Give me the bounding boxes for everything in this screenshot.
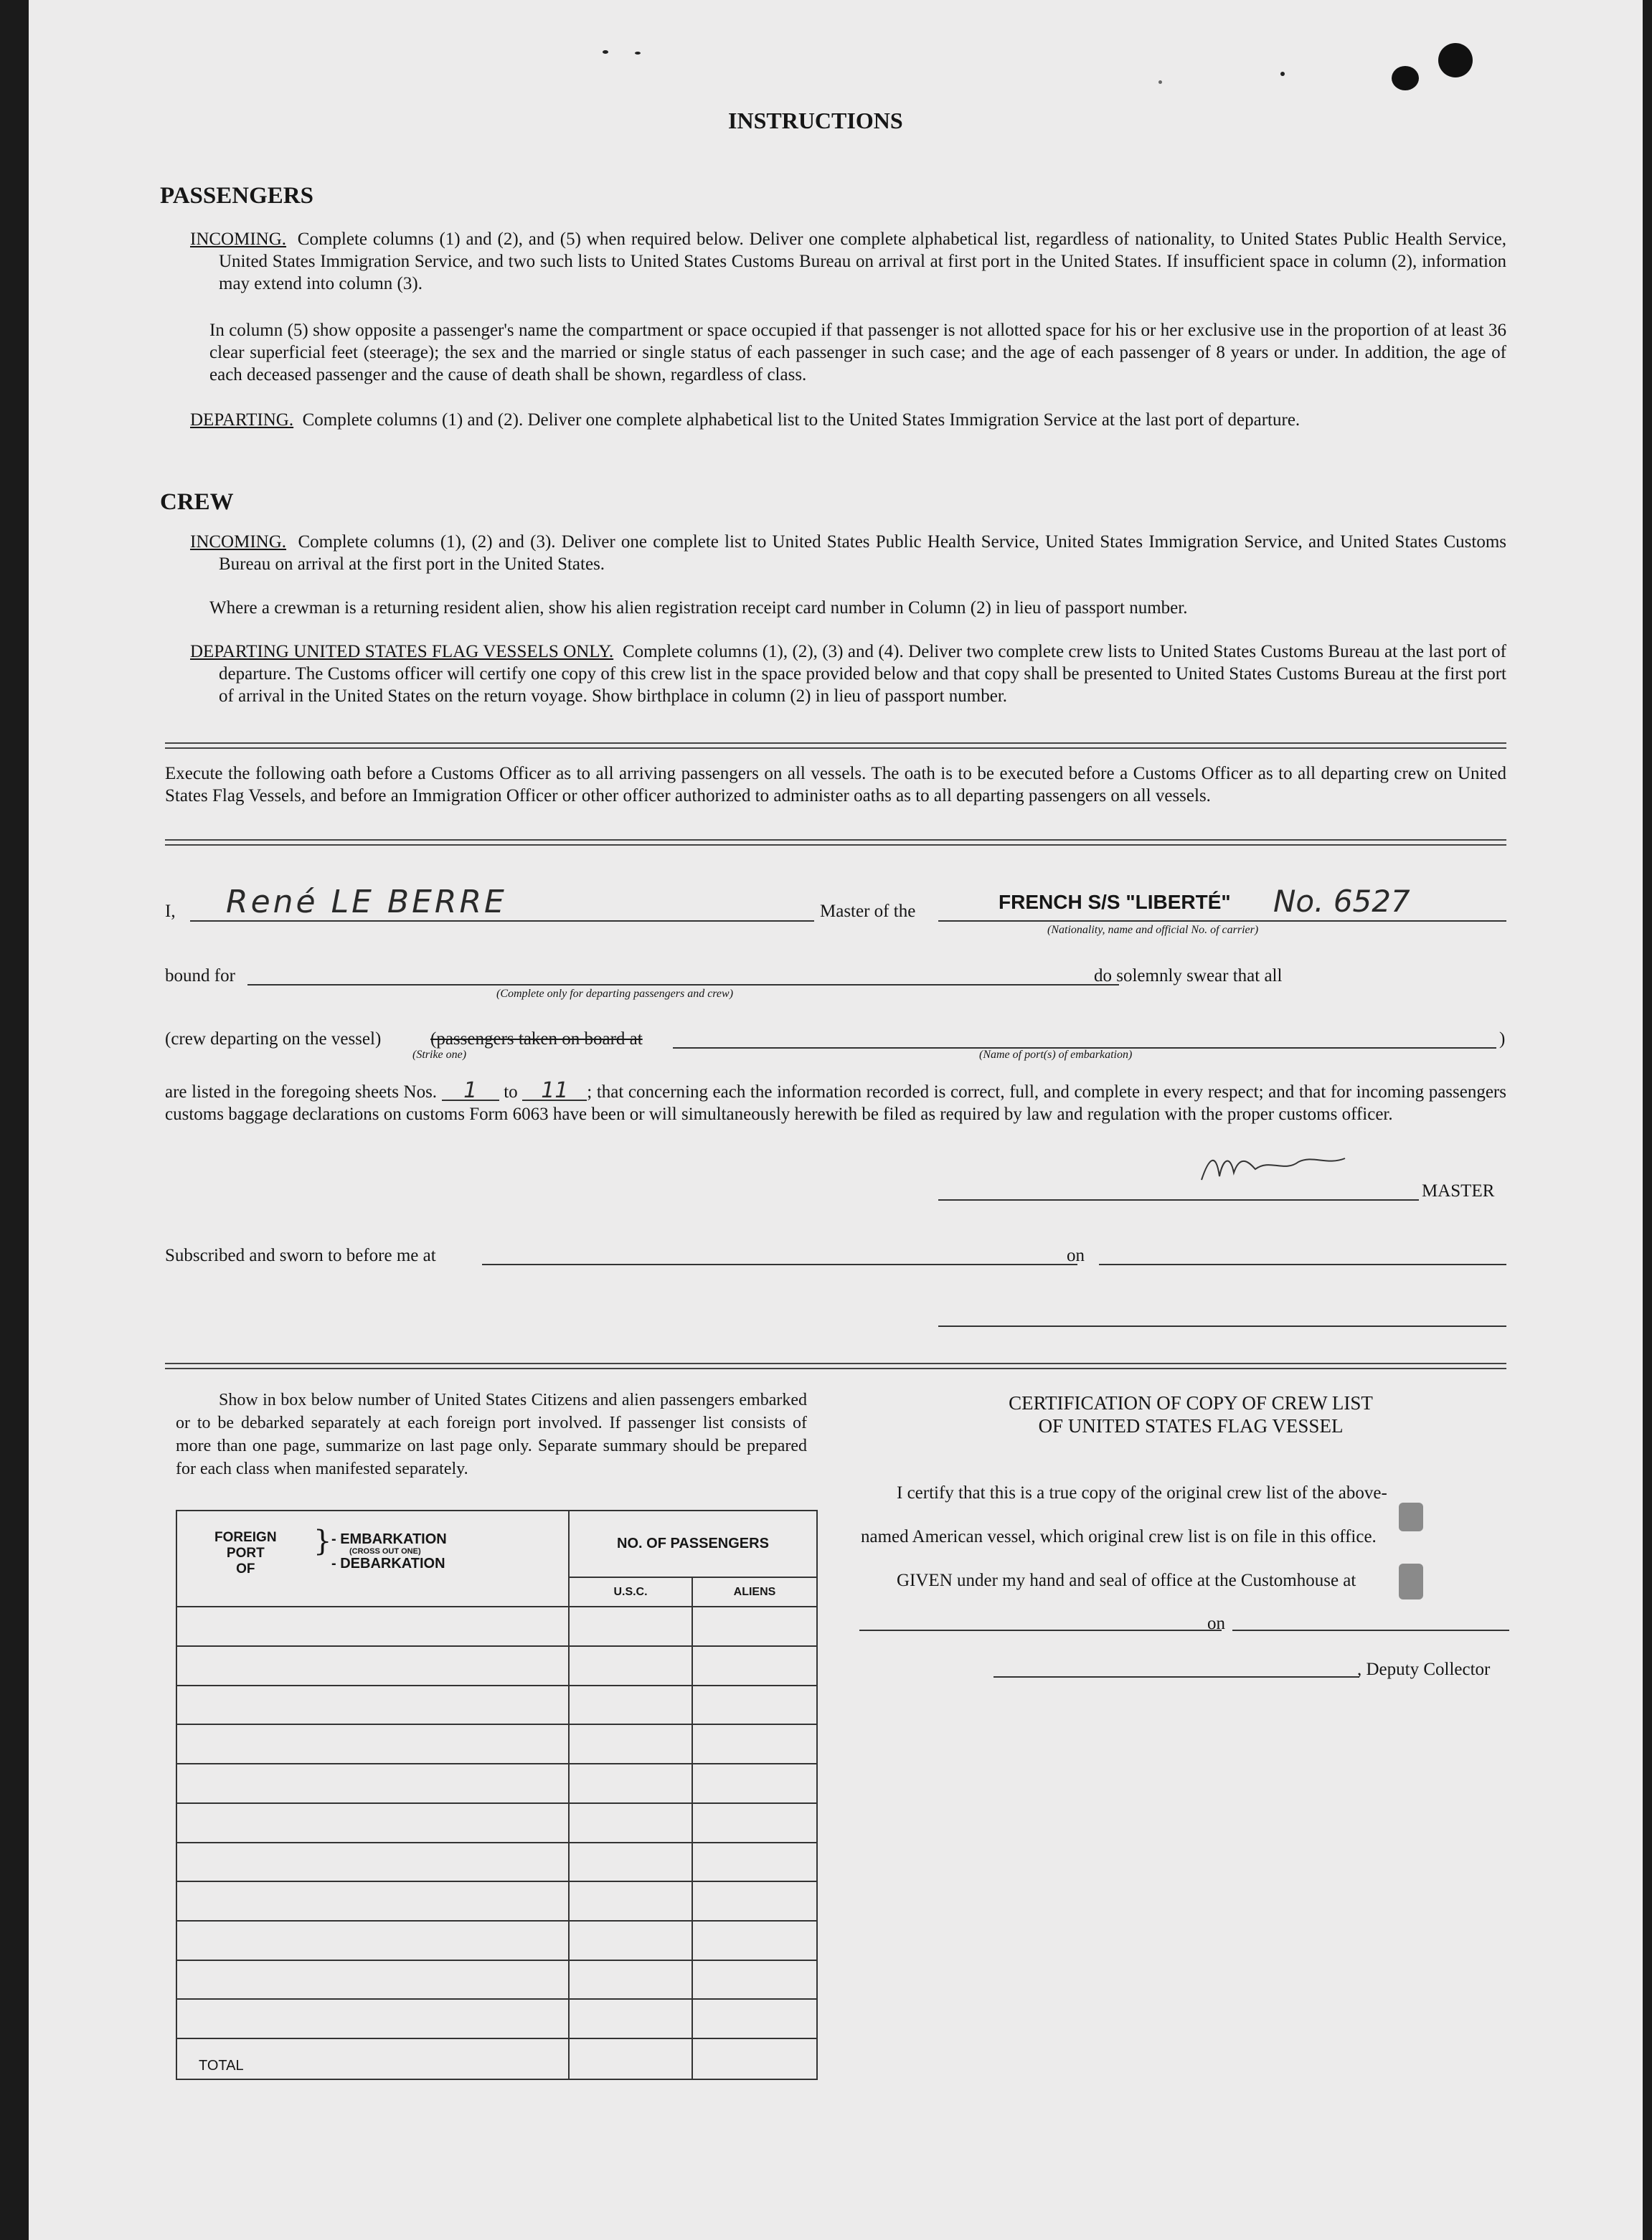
vessel-number-handwritten: No. 6527 <box>1273 884 1410 919</box>
port-cell[interactable] <box>176 1646 569 1686</box>
usc-cell[interactable] <box>569 1686 692 1725</box>
document-page <box>29 0 1643 2240</box>
port-header-l2: PORT <box>226 1546 265 1561</box>
port-header-l3: OF <box>236 1561 255 1577</box>
subscribed-location-line[interactable] <box>482 1264 1077 1265</box>
certification-title-l2: OF UNITED STATES FLAG VESSEL <box>1038 1415 1344 1437</box>
sheets-paragraph <box>165 1078 1506 1125</box>
port-cell[interactable] <box>176 1803 569 1843</box>
strike-caption: (Strike one) <box>412 1049 467 1061</box>
usc-cell[interactable] <box>569 1960 692 2000</box>
officer-signature-line[interactable] <box>938 1325 1506 1327</box>
crew-incoming-paragraph <box>190 531 1506 575</box>
master-name-handwritten: René LE BERRE <box>226 884 507 920</box>
aliens-cell[interactable] <box>692 1764 817 1803</box>
vessel-caption: (Nationality, name and official No. of carrier) <box>1047 924 1259 936</box>
crew-incoming-label: INCOMING. <box>190 532 287 552</box>
usc-cell[interactable] <box>569 1881 692 1921</box>
deputy-signature-line[interactable] <box>993 1676 1359 1678</box>
port-cell[interactable] <box>176 1686 569 1725</box>
oath-intro: Execute the following oath before a Customs Officer as to all arriving passengers on all vessels. The oath is to be executed before a Customs Officer as to all departing crew on United States Flag Vessels, and before an Immigration Officer or other officer authorized to administer oaths as to all departing passengers on all vessels. <box>165 764 1506 805</box>
to-label: to <box>504 1082 518 1102</box>
crew-heading: CREW <box>160 489 234 515</box>
crew-resident-paragraph: Where a crewman is a returning resident alien, show his alien registration receipt card number in Column (2) in lieu of passport number. <box>209 598 1188 618</box>
aliens-cell[interactable] <box>692 1881 817 1921</box>
port-cell[interactable] <box>176 1724 569 1764</box>
cross-out-note: (CROSS OUT ONE) <box>349 1547 421 1556</box>
port-header <box>214 1530 277 1577</box>
aliens-cell[interactable] <box>692 1921 817 1960</box>
subscribed-date-line[interactable] <box>1099 1264 1506 1265</box>
aliens-cell[interactable] <box>692 1999 817 2038</box>
crew-departing-paragraph <box>190 641 1506 707</box>
swear-text: do solemnly swear that all <box>1094 966 1283 986</box>
port-cell[interactable] <box>176 1764 569 1803</box>
port-cell[interactable] <box>176 1921 569 1960</box>
certification-location-line[interactable] <box>859 1630 1222 1631</box>
aliens-header: ALIENS <box>692 1577 817 1607</box>
aliens-cell[interactable] <box>692 1607 817 1646</box>
total-aliens-cell[interactable] <box>692 2038 817 2079</box>
aliens-cell[interactable] <box>692 1724 817 1764</box>
sheets-suffix: ; that concerning each the information recorded is correct, full, and complete in every respect; and that for incoming passengers customs baggage declarations on customs Form 6063 have been or will simultaneously herewith be filed as required by law and regulation with the proper customs officer. <box>165 1082 1506 1124</box>
passengers-incoming-label: INCOMING. <box>190 230 287 249</box>
port-header-cell <box>176 1511 569 1607</box>
sheet-to-handwritten: 11 <box>522 1082 587 1101</box>
usc-cell[interactable] <box>569 1803 692 1843</box>
signature-scribble <box>1191 1137 1377 1194</box>
summary-intro: Show in box below number of United States Citizens and alien passengers embarked or to be debarked separately at each foreign port involved. If passenger list consists of more than one page, summarize on last page only. Separate summary should be prepared for each class when manifested separately. <box>176 1391 807 1478</box>
passengers-column5-paragraph: In column (5) show opposite a passenger's name the compartment or space occupied if that passenger is not allotted space for his or her exclusive use in the proportion of at least 36 clear superficial feet (steerage); the sex and the married or single status of each passenger in such case; and the age of each passenger of 8 years or under. In addition, the age of each deceased passenger and the cause of death shall be shown, regardless of class. <box>209 321 1506 384</box>
master-label: MASTER <box>1422 1181 1495 1201</box>
port-cell[interactable] <box>176 1960 569 2000</box>
embarkation-option[interactable]: - EMBARKATION <box>331 1531 447 1547</box>
passengers-incoming-paragraph <box>190 228 1506 295</box>
total-usc-cell[interactable] <box>569 2038 692 2079</box>
subscribed-label: Subscribed and sworn to before me at <box>165 1246 436 1265</box>
paper-damage <box>1399 1564 1423 1599</box>
aliens-cell[interactable] <box>692 1843 817 1882</box>
usc-cell[interactable] <box>569 1764 692 1803</box>
passengers-heading: PASSENGERS <box>160 183 313 209</box>
passengers-option-struck: (passengers taken on board at <box>430 1029 643 1049</box>
vessel-name-stamp: FRENCH S/S "LIBERTÉ" <box>999 891 1231 913</box>
bound-for-line[interactable] <box>247 984 1119 986</box>
certification-line3: GIVEN under my hand and seal of office at the Customhouse at <box>897 1571 1356 1590</box>
section-divider <box>165 839 1506 846</box>
certification-title <box>875 1391 1506 1437</box>
page-title: INSTRUCTIONS <box>728 108 903 133</box>
crew-departing-label: DEPARTING UNITED STATES FLAG VESSELS ONLY. <box>190 642 614 661</box>
passengers-departing-label: DEPARTING. <box>190 410 294 430</box>
master-of-label: Master of the <box>820 902 916 921</box>
port-cell[interactable] <box>176 1843 569 1882</box>
passengers-incoming-text: Complete columns (1) and (2), and (5) when required below. Deliver one complete alphabetical list, regardless of nationality, to United States Public Health Service, United States Immigration Service, and two such lists to United States Customs Bureau on arrival at first port in the United States. If insufficient space in column (2), information may extend into column (3). <box>219 230 1507 293</box>
vessel-line[interactable] <box>938 920 1506 922</box>
usc-cell[interactable] <box>569 1607 692 1646</box>
brace-icon: } <box>313 1525 332 1558</box>
usc-cell[interactable] <box>569 1724 692 1764</box>
usc-cell[interactable] <box>569 1646 692 1686</box>
certification-line2: named American vessel, which original crew list is on file in this office. <box>861 1527 1377 1546</box>
certification-line1: I certify that this is a true copy of the original crew list of the above- <box>897 1483 1387 1503</box>
section-divider <box>165 1363 1506 1369</box>
sheets-prefix: are listed in the foregoing sheets Nos. <box>165 1082 438 1102</box>
passengers-departing-paragraph <box>190 409 1506 431</box>
bound-for-caption: (Complete only for departing passengers and crew) <box>496 988 734 1000</box>
usc-cell[interactable] <box>569 1843 692 1882</box>
section-divider <box>165 742 1506 749</box>
total-label: TOTAL <box>176 2038 569 2079</box>
speck <box>1158 80 1162 84</box>
crew-incoming-text: Complete columns (1), (2) and (3). Deliver one complete list to United States Public Health Service, United States Immigration Service, and United States Customs Bureau on arrival at the first port in the United States. <box>219 532 1506 574</box>
port-cell[interactable] <box>176 1999 569 2038</box>
master-name-line[interactable] <box>190 920 814 922</box>
paper-damage <box>1399 1503 1423 1531</box>
certification-date-line[interactable] <box>1232 1630 1509 1631</box>
oath-i-label: I, <box>165 902 176 921</box>
speck <box>635 52 641 55</box>
certification-title-l1: CERTIFICATION OF COPY OF CREW LIST <box>1009 1392 1373 1414</box>
aliens-cell[interactable] <box>692 1686 817 1725</box>
usc-cell[interactable] <box>569 1999 692 2038</box>
debarkation-option[interactable]: - DEBARKATION <box>331 1556 445 1572</box>
aliens-cell[interactable] <box>692 1803 817 1843</box>
crew-departing-text: Complete columns (1), (2), (3) and (4). Deliver two complete crew lists to United States Customs Bureau at the last port of departure. The Customs officer will certify one copy of this crew list in the space provided below and that copy shall be presented to United States Customs Bureau at the first port of arrival in the United States on the return voyage. Show birthplace in column (2) in lieu of passport number. <box>219 642 1507 706</box>
usc-header: U.S.C. <box>569 1577 692 1607</box>
close-paren: ) <box>1499 1029 1506 1049</box>
certification-on-label: on <box>1207 1614 1225 1633</box>
passengers-departing-text: Complete columns (1) and (2). Deliver one complete alphabetical list to the United States Immigration Service at the last port of departure. <box>302 410 1301 430</box>
passenger-summary-table <box>176 1510 818 2080</box>
ink-spot <box>1438 43 1473 77</box>
aliens-cell[interactable] <box>692 1646 817 1686</box>
subscribed-on-label: on <box>1067 1246 1085 1265</box>
crew-departing-option: (crew departing on the vessel) <box>165 1029 382 1049</box>
sheet-from-handwritten: 1 <box>442 1082 499 1101</box>
speck <box>1280 72 1285 76</box>
port-caption: (Name of port(s) of embarkation) <box>979 1049 1133 1061</box>
speck <box>603 50 608 54</box>
bound-for-label: bound for <box>165 966 235 986</box>
ink-spot <box>1392 66 1419 90</box>
embark-options <box>331 1531 447 1572</box>
port-header-l1: FOREIGN <box>214 1530 277 1545</box>
usc-cell[interactable] <box>569 1921 692 1960</box>
deputy-collector-label: , Deputy Collector <box>1357 1660 1491 1679</box>
port-cell[interactable] <box>176 1881 569 1921</box>
no-passengers-header: NO. OF PASSENGERS <box>569 1511 817 1577</box>
aliens-cell[interactable] <box>692 1960 817 2000</box>
port-cell[interactable] <box>176 1607 569 1646</box>
master-signature-line[interactable] <box>938 1199 1419 1201</box>
